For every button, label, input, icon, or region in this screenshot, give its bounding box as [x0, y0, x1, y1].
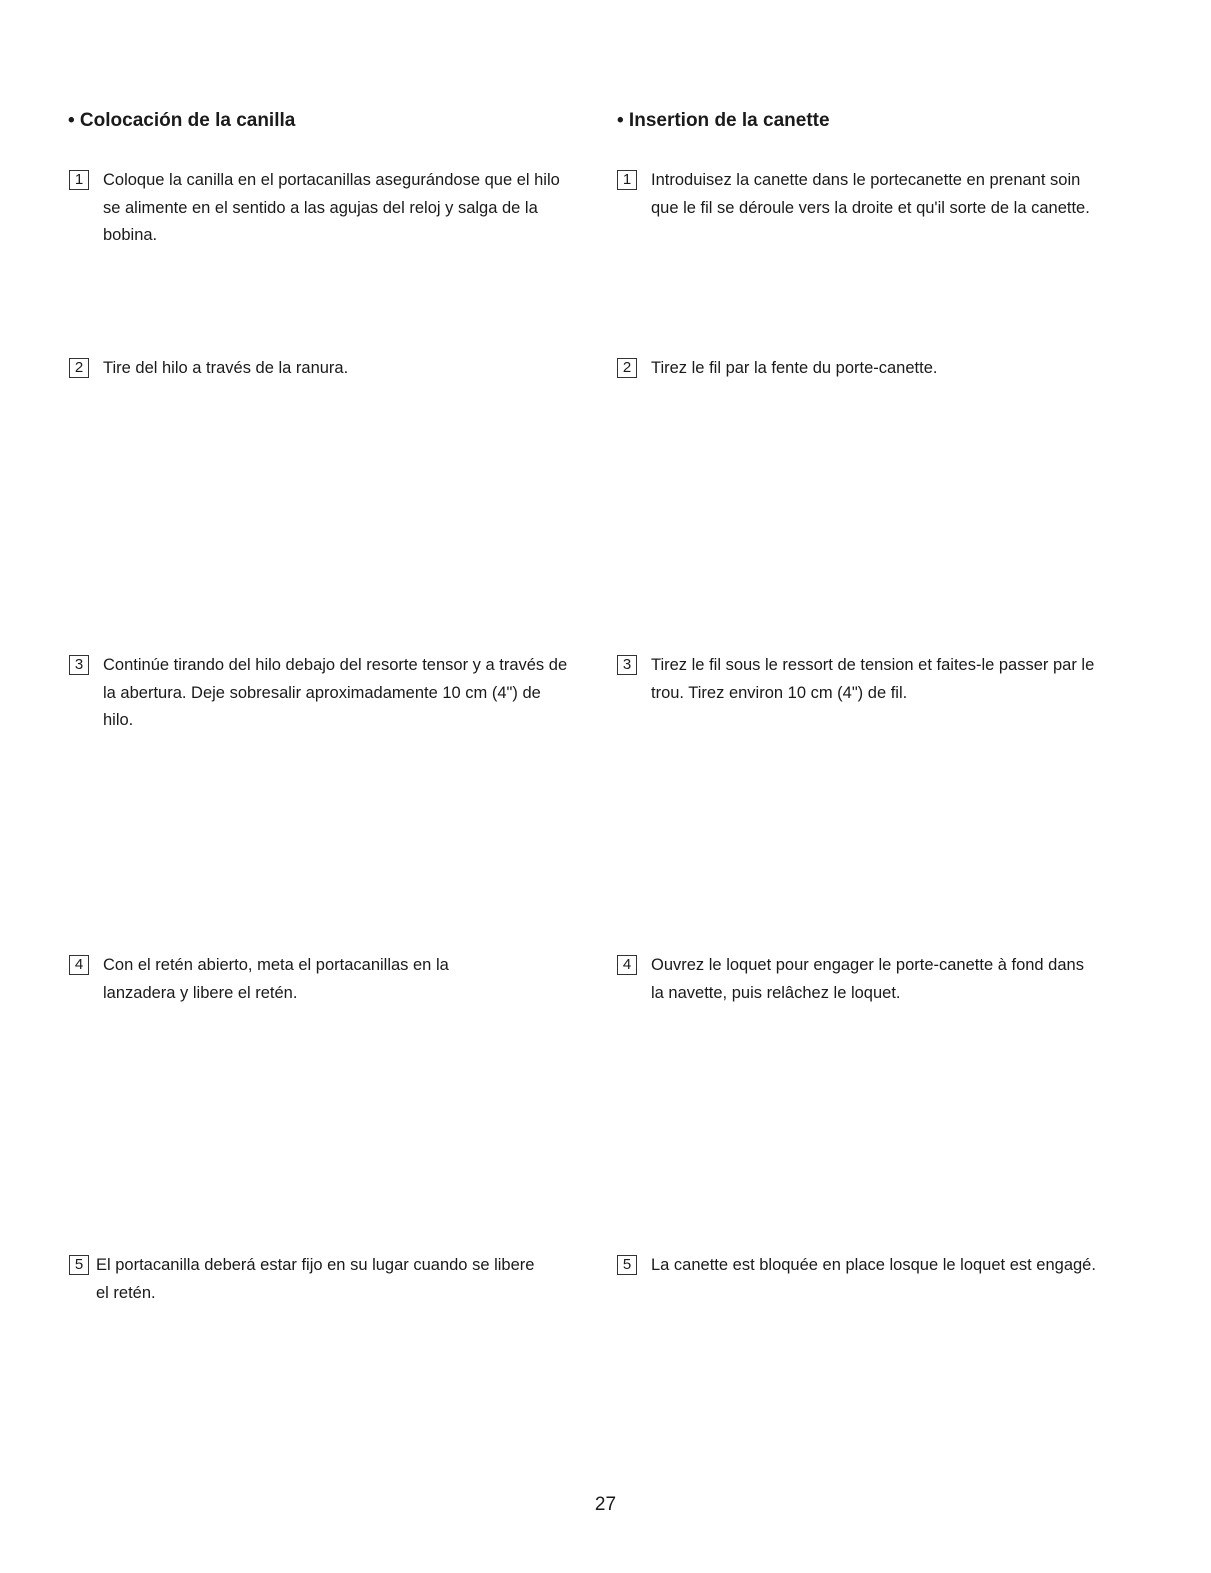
french-step-5: [617, 1252, 1187, 1280]
step-text: Continúe tirando del hilo debajo del resorte tensor y a través de la abertura. Deje sobresalir aproximadamente 10 cm (4") de hilo.: [103, 656, 568, 729]
spanish-step-3: [69, 652, 569, 735]
step-number-box: 3: [69, 655, 89, 675]
spanish-step-2: [69, 355, 579, 383]
french-section-heading: • Insertion de la canette: [617, 110, 830, 131]
step-text: Tirez le fil sous le ressort de tension et faites-le passer par le trou. Tirez environ 10 cm (4") de fil.: [651, 656, 1095, 702]
step-text: La canette est bloquée en place losque le loquet est engagé.: [651, 1256, 1096, 1274]
step-number-box: 2: [617, 358, 637, 378]
spanish-step-4: [69, 952, 499, 1007]
step-number-box: 5: [617, 1255, 637, 1275]
step-text: Introduisez la canette dans le portecanette en prenant soin que le fil se déroule vers la droite et qu'il sorte de la canette.: [651, 171, 1090, 217]
french-step-4: [617, 952, 1097, 1007]
step-number-box: 4: [617, 955, 637, 975]
step-number-box: 3: [617, 655, 637, 675]
spanish-section-heading: • Colocación de la canilla: [68, 110, 296, 131]
step-text: Coloque la canilla en el portacanillas asegurándose que el hilo se alimente en el sentido a las agujas del reloj y salga de la bobina.: [103, 171, 560, 244]
step-text: Con el retén abierto, meta el portacanillas en la lanzadera y libere el retén.: [103, 956, 449, 1002]
spanish-step-5: [69, 1252, 539, 1307]
page-number: 27: [594, 1494, 617, 1515]
step-text: Tire del hilo a través de la ranura.: [103, 359, 349, 377]
french-step-1: [617, 167, 1097, 222]
step-number-box: 1: [69, 170, 89, 190]
step-number-box: 2: [69, 358, 89, 378]
step-number-box: 5: [69, 1255, 89, 1275]
step-text: El portacanilla deberá estar fijo en su lugar cuando se libere el retén.: [96, 1256, 535, 1302]
french-step-2: [617, 355, 1157, 383]
step-number-box: 1: [617, 170, 637, 190]
french-step-3: [617, 652, 1102, 707]
step-number-box: 4: [69, 955, 89, 975]
step-text: Ouvrez le loquet pour engager le porte-canette à fond dans la navette, puis relâchez le loquet.: [651, 956, 1084, 1002]
spanish-step-1: [69, 167, 579, 250]
step-text: Tirez le fil par la fente du porte-canette.: [651, 359, 938, 377]
